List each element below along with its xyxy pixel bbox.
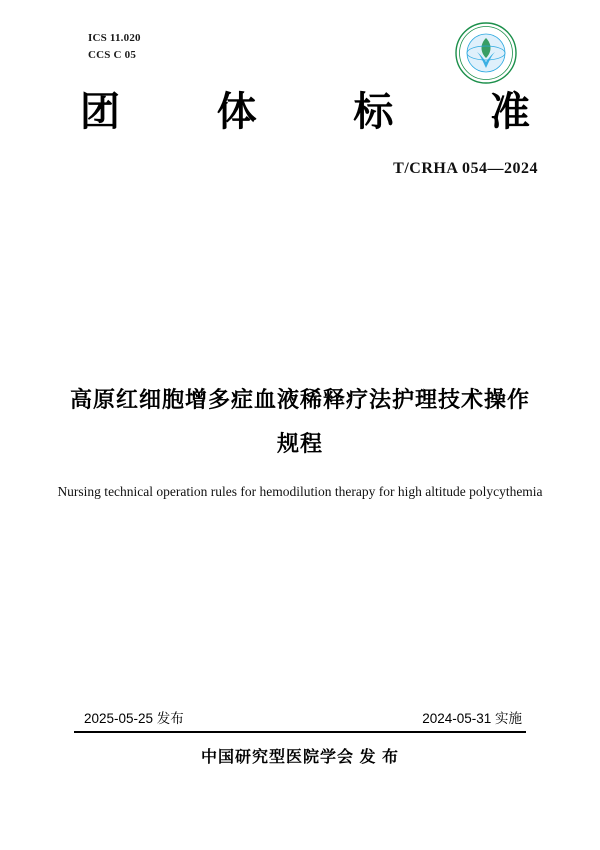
horizontal-rule: [74, 731, 526, 733]
title-chinese: 高原红细胞增多症血液稀释疗法护理技术操作规程: [69, 387, 530, 456]
standard-type-char-4: 准: [489, 90, 530, 134]
publisher-name: 中国研究型医院学会 发 布: [201, 749, 399, 766]
standard-number: T/CRHA 054—2024: [393, 160, 538, 177]
classification-codes: [88, 30, 141, 64]
effective-date: 2024-05-31 实施: [422, 711, 522, 726]
release-date: 2025-05-25 发布: [84, 711, 184, 726]
crha-emblem: [455, 22, 517, 84]
standard-type-char-1: 团: [80, 90, 120, 134]
ics-code: ICS 11.020: [88, 32, 141, 44]
title-english: Nursing technical operation rules for hemodilution therapy for high altitude polycythemia: [57, 484, 543, 499]
ccs-code: CCS C 05: [88, 49, 137, 61]
standard-type-char-3: 标: [353, 90, 394, 134]
standard-type-heading: [80, 88, 530, 136]
standard-type-char-2: 体: [216, 90, 257, 134]
